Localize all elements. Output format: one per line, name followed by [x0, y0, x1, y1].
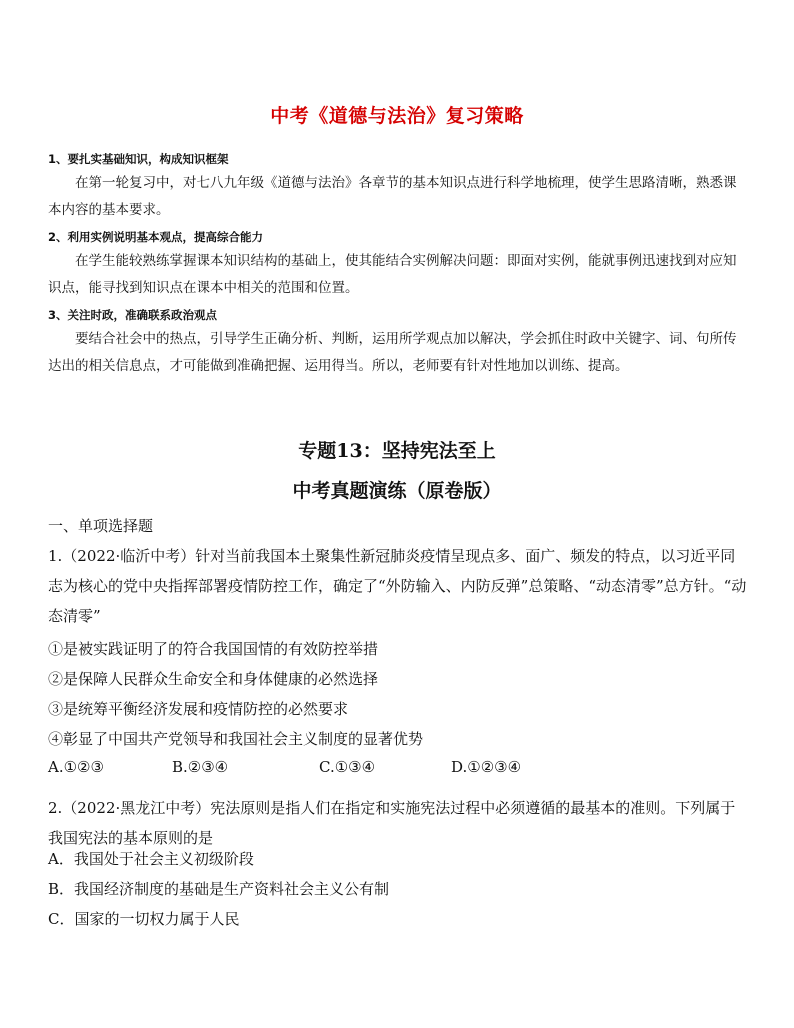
strategy-text-1: 在第一轮复习中，对七八九年级《道德与法治》各章节的基本知识点进行科学地梳理，使学生思路清晰，熟悉课本内容的基本要求。 [48, 175, 737, 218]
question-1-statement-4: ④彰显了中国共产党领导和我国社会主义制度的显著优势 [48, 730, 424, 748]
question-1-statement-3: ③是统筹平衡经济发展和疫情防控的必然要求 [48, 700, 349, 718]
question-1-statement-1: ①是被实践证明了的符合我国国情的有效防控举措 [48, 640, 379, 658]
strategy-text-2: 在学生能较熟练掌握课本知识结构的基础上，使其能结合实例解决问题：即面对实例，能就事例迅速找到对应知识点，能寻找到知识点在课本中相关的范围和位置。 [48, 253, 737, 296]
topic-subtitle: 中考真题演练（原卷版） [292, 480, 502, 502]
strategy-heading-3: 3、关注时政，准确联系政治观点 [48, 308, 217, 322]
topic-title: 专题13：坚持宪法至上 [298, 440, 496, 462]
question-1-options [48, 758, 608, 778]
strategy-text-3: 要结合社会中的热点，引导学生正确分析、判断，运用所学观点加以解决，学会抓住时政中关键字、词、句所传达出的相关信息点，才可能做到准确把握、运用得当。所以，老师要有针对性地加以训练、提高。 [48, 331, 737, 374]
question-1-option-a: A.①②③ [48, 758, 104, 776]
question-2-stem: 2.（2022·黑龙江中考）宪法原则是指人们在指定和实施宪法过程中必须遵循的最基本的准则。下列属于我国宪法的基本原则的是 [48, 799, 736, 847]
question-1-option-d: D.①②③④ [451, 758, 522, 776]
question-1-stem: 1.（2022·临沂中考）针对当前我国本土聚集性新冠肺炎疫情呈现点多、面广、频发的特点，以习近平同志为核心的党中央指挥部署疫情防控工作，确定了“外防输入、内防反弹”总策略、“动态清零”总方针。“动态清零” [48, 547, 747, 625]
question-2-option-c: C．国家的一切权力属于人民 [48, 910, 240, 928]
question-2-option-b: B．我国经济制度的基础是生产资料社会主义公有制 [48, 880, 390, 898]
strategy-heading-2: 2、利用实例说明基本观点，提高综合能力 [48, 230, 263, 244]
question-1-option-c: C.①③④ [319, 758, 376, 776]
question-1-option-b: B.②③④ [172, 758, 229, 776]
strategy-heading-1: 1、要扎实基础知识，构成知识框架 [48, 152, 229, 166]
question-1-statement-2: ②是保障人民群众生命安全和身体健康的必然选择 [48, 670, 379, 688]
page-title: 中考《道德与法治》复习策略 [270, 105, 524, 127]
section-label: 一、单项选择题 [48, 517, 154, 535]
question-2-option-a: A．我国处于社会主义初级阶段 [48, 850, 254, 868]
